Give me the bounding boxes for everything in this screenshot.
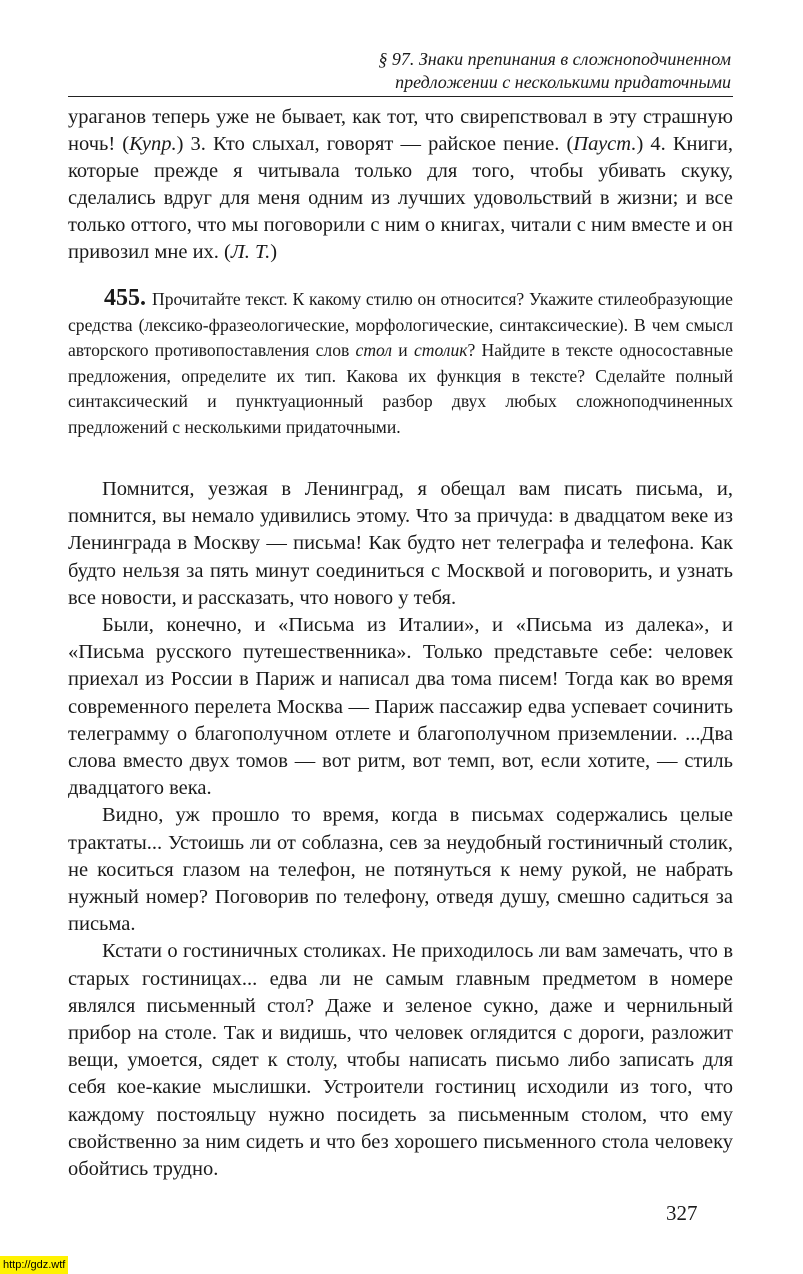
italic-word-stol: стол bbox=[355, 340, 393, 360]
text-paragraph: Видно, уж прошло то время, когда в письмах содержались целые трактаты... Устоишь ли от соблазна, сев за неудобный гостиничный столик, не коситься глазом на телефон, не потянуться к нему рукой, не набрать нужный номер? Поговорив по телефону, отведя душу, смешно садиться за письма. bbox=[68, 804, 733, 936]
exercise-paragraph bbox=[68, 286, 733, 440]
exercise-number: 455. bbox=[104, 285, 146, 311]
text-fragment: ураганов теперь уже не бывает, как тот, что свирепствовал в эту страшную ночь! ( bbox=[68, 106, 733, 155]
text-fragment: ) 4. Книги, которые прежде я читывала только для того, чтобы убивать скуку, сделались вдруг для меня одним из лучших удовольствий в жизни; и все только оттого, что мы поговорили с ним о книгах, читали с ним вместе и он привозил мне их. ( bbox=[68, 133, 733, 263]
text-paragraph: Помнится, уезжая в Ленинград, я обещал вам писать письма, и, помнится, вы немало удивились этому. Что за причуда: в двадцатом веке из Ленинграда в Москву — письма! Как будто нет телеграфа и телефона. Как будто нельзя за пять минут соединиться с Москвой и поговорить, и узнать все новости, и рассказать, что нового у тебя. bbox=[68, 478, 733, 609]
header-rule bbox=[68, 96, 733, 97]
reading-text bbox=[68, 476, 733, 1183]
source-lt: Л. Т. bbox=[230, 241, 271, 263]
source-paust: Пауст. bbox=[573, 133, 637, 155]
exercise-task bbox=[68, 286, 733, 440]
previous-exercise-ending bbox=[68, 104, 733, 266]
source-kupr: Купр. bbox=[129, 133, 177, 155]
running-head-line-2: предложении с несколькими придаточными bbox=[395, 72, 731, 92]
running-head bbox=[211, 48, 731, 94]
text-fragment: ) 3. Кто слыхал, говорят — райское пение. ( bbox=[176, 133, 574, 155]
text-fragment: ) bbox=[270, 241, 278, 263]
running-head-line-1: § 97. Знаки препинания в сложноподчиненном bbox=[378, 49, 731, 69]
text-fragment: и bbox=[392, 340, 414, 360]
text-paragraph: Были, конечно, и «Письма из Италии», и «Письма из далека», и «Письма русского путешественника». Только представьте себе: человек приехал из России в Париж и написал два тома писем! Тогда как во время современного перелета Москва — Париж пассажир едва успевает сочинить телеграмму о благополучном отлете и благополучном приземлении. ...Два слова вместо двух томов — вот ритм, вот темп, вот, если хотите, — стиль двадцатого века. bbox=[68, 614, 733, 800]
text-paragraph: Кстати о гостиничных столиках. Не приходилось ли вам замечать, что в старых гостиницах... едва ли не самым главным предметом в номере являлся письменный стол? Даже и зеленое сукно, даже и чернильный прибор на столе. Так и видишь, что человек оглядится с дороги, разложит вещи, умоется, сядет к столу, чтобы написать письмо либо записать для себя кое-какие мыслишки. Устроители гостиниц исходили из того, что каждому постояльцу нужно посидеть за письменным столом, что ему свойственно за ним сидеть и что без хорошего письменного стола человеку обойтись трудно. bbox=[68, 940, 733, 1181]
italic-word-stolik: столик bbox=[413, 340, 468, 360]
text-fragment: Прочитайте текст. К какому стилю он относится? Укажите стилеобразующие средства (лексико-фразеологические, морфологические, синтаксические). В чем смысл авторского противопоставления слов bbox=[68, 289, 733, 360]
text-fragment: ? Найдите в тексте односоставные предложения, определите их тип. Какова их функция в тексте? Сделайте полный синтаксический и пунктуационный разбор двух любых сложноподчиненных предложений с несколькими придаточными. bbox=[68, 340, 734, 437]
page-number: 327 bbox=[666, 1201, 698, 1225]
previous-paragraph bbox=[68, 104, 733, 266]
watermark-link[interactable]: http://gdz.wtf bbox=[0, 1256, 68, 1274]
